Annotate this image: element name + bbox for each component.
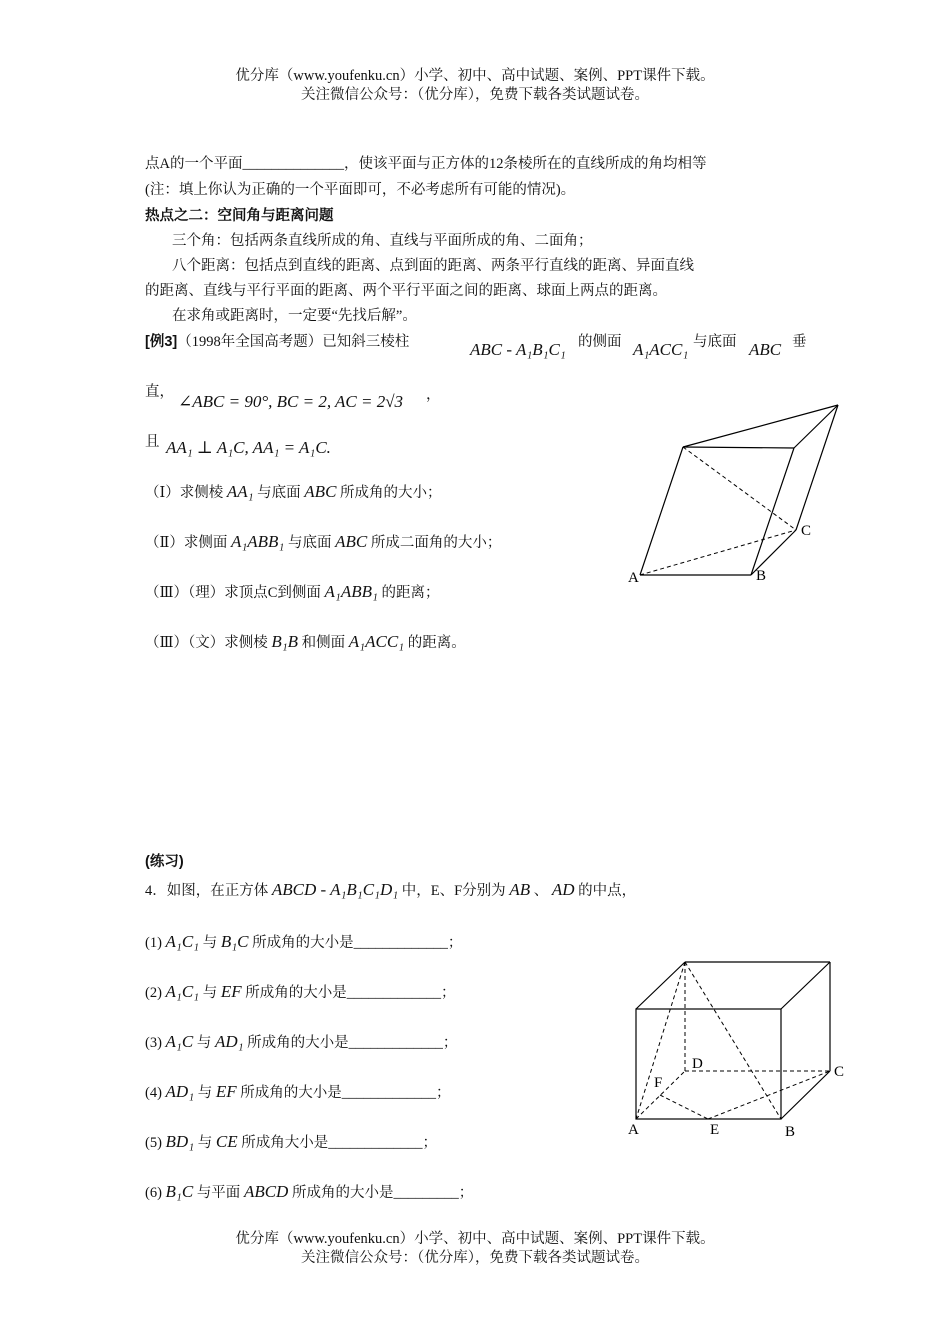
example3-base-text: 与底面	[693, 334, 737, 350]
section-p2b: 的距离、直线与平行平面的距离、两个平行平面之间的距离、球面上两点的距离。	[145, 283, 667, 299]
footer-line-2: 关注微信公众号：（优分库），免费下载各类试题试卷。	[301, 1250, 649, 1266]
practice-q4-mid: 中，E、F分别为	[401, 883, 506, 899]
item-num: (6)	[145, 1185, 162, 1201]
item-connector: 与	[196, 1035, 212, 1051]
q3-pre: （Ⅲ）（理）求顶点C到侧面	[145, 585, 321, 601]
practice-q4-m3: AD	[551, 880, 575, 899]
item-expr-b: B₁C	[220, 932, 249, 951]
q4-pre: （Ⅲ）（文）求侧棱	[145, 635, 268, 651]
q2-post: 所成二面角的大小；	[370, 535, 502, 551]
section-p2a: 八个距离：包括点到直线的距离、点到面的距离、两条平行直线的距离、异面直线	[172, 258, 694, 274]
q2-mid: 与底面	[287, 535, 332, 551]
cube-hidden-fe	[660, 1095, 708, 1119]
q2-pre: （Ⅱ）求侧面	[145, 535, 228, 551]
example3-side-text: 的侧面	[578, 334, 622, 350]
item-expr-b: CE	[215, 1132, 238, 1151]
q1-pre: （Ⅰ）求侧棱	[145, 485, 224, 501]
example3-side-face: A₁ACC₁	[633, 340, 689, 359]
q3-m1: A₁ABB₁	[324, 582, 378, 601]
item-expr-b: ABCD	[243, 1182, 289, 1201]
example3-base: ABC	[749, 340, 782, 359]
cube-hidden-ec	[708, 1071, 830, 1119]
item-expr-b: EF	[215, 1082, 237, 1101]
item-tail: 所成角的大小是_____________；	[240, 1085, 451, 1101]
item-tail: 所成角的大小是_____________；	[247, 1035, 458, 1051]
item-connector: 与平面	[196, 1185, 241, 1201]
header-line-1: 优分库（www.youfenku.cn）小学、初中、高中试题、案例、PPT课件下载。	[235, 68, 715, 84]
example3-cond2: AA₁ ⊥ A₁C, AA₁ = A₁C.	[166, 438, 331, 457]
q4-post: 的距离。	[407, 635, 466, 651]
practice-title: (练习)	[145, 854, 184, 870]
prism-label-b: B	[756, 568, 767, 584]
cube-label-f: F	[654, 1075, 663, 1091]
q1-post: 所成角的大小；	[340, 485, 442, 501]
practice-q4-m2: AB	[509, 880, 531, 899]
item-expr-b: EF	[220, 982, 242, 1001]
item-num: (2)	[145, 985, 162, 1001]
example3-perp: 垂	[792, 334, 807, 350]
section-title: 热点之二：空间角与距离问题	[145, 208, 334, 224]
footer-line-1: 优分库（www.youfenku.cn）小学、初中、高中试题、案例、PPT课件下载。	[235, 1231, 715, 1247]
item-num: (1)	[145, 935, 162, 951]
item-num: (5)	[145, 1135, 162, 1151]
item-tail: 所成角的大小是_________；	[291, 1185, 474, 1201]
section-p3: 在求角或距离时，一定要“先找后解”。	[172, 308, 417, 324]
item-connector: 与	[197, 1085, 213, 1101]
cube-label-a: A	[628, 1122, 639, 1138]
practice-q4-m1: ABCD - A₁B₁C₁D₁	[271, 880, 399, 899]
item-tail: 所成角大小是_____________；	[241, 1135, 437, 1151]
q4-mid: 和侧面	[301, 635, 346, 651]
item-tail: 所成角的大小是_____________；	[245, 985, 456, 1001]
q3-post: 的距离；	[381, 585, 440, 601]
cube-label-b: B	[785, 1124, 796, 1140]
header-line-2: 关注微信公众号：（优分库），免费下载各类试题试卷。	[301, 87, 649, 103]
item-num: (4)	[145, 1085, 162, 1101]
item-expr-a: A₁C₁	[165, 982, 200, 1001]
prism-label-a: A	[628, 570, 639, 586]
item-expr-a: AD₁	[165, 1082, 195, 1101]
practice-q4-pre: 4．如图，在正方体	[145, 883, 269, 899]
q4-m1: B₁B	[271, 632, 299, 651]
cube-label-e: E	[710, 1122, 720, 1138]
q1-m2: ABC	[304, 482, 337, 501]
intro-line-1: 点A的一个平面______________，使该平面与正方体的12条棱所在的直线所成的角均相等	[145, 156, 707, 172]
prism-label-c: C	[801, 523, 812, 539]
item-connector: 与	[202, 935, 218, 951]
intro-line-2: (注：填上你认为正确的一个平面即可，不必考虑所有可能的情况)。	[145, 182, 576, 198]
q1-mid: 与底面	[257, 485, 301, 501]
example3-cond1: ∠ABC = 90°, BC = 2, AC = 2√3	[178, 392, 404, 411]
section-p1: 三个角：包括两条直线所成的角、直线与平面所成的角、二面角；	[172, 233, 593, 249]
q2-m2: ABC	[335, 532, 368, 551]
item-connector: 与	[202, 985, 218, 1001]
item-expr-b: AD₁	[214, 1032, 244, 1051]
practice-q4-post: 的中点，	[578, 883, 637, 899]
example3-label: [例3]	[145, 334, 178, 350]
q1-m1: AA₁	[226, 482, 254, 501]
example3-zhi: 直，	[145, 384, 174, 400]
item-tail: 所成角的大小是_____________；	[252, 935, 463, 951]
cube-label-d: D	[692, 1056, 703, 1072]
item-expr-a: A₁C	[165, 1032, 194, 1051]
example3-prism: ABC - A₁B₁C₁	[470, 340, 566, 359]
example3-source: （1998年全国高考题）已知斜三棱柱	[177, 334, 410, 350]
q4-m2: A₁ACC₁	[348, 632, 405, 651]
example3-comma: ，	[426, 387, 441, 403]
q2-m1: A₁ABB₁	[230, 532, 285, 551]
cube-edge-b1c1	[781, 962, 830, 1009]
cube-label-c: C	[834, 1064, 845, 1080]
item-connector: 与	[197, 1135, 213, 1151]
item-num: (3)	[145, 1035, 162, 1051]
item-expr-a: A₁C₁	[165, 932, 200, 951]
item-expr-a: B₁C	[165, 1182, 194, 1201]
practice-q4-sep: 、	[533, 883, 549, 899]
cube-front-face	[636, 1009, 781, 1119]
item-expr-a: BD₁	[165, 1132, 195, 1151]
cube-edge-bc	[781, 1071, 830, 1119]
example3-qie: 且	[145, 434, 160, 450]
